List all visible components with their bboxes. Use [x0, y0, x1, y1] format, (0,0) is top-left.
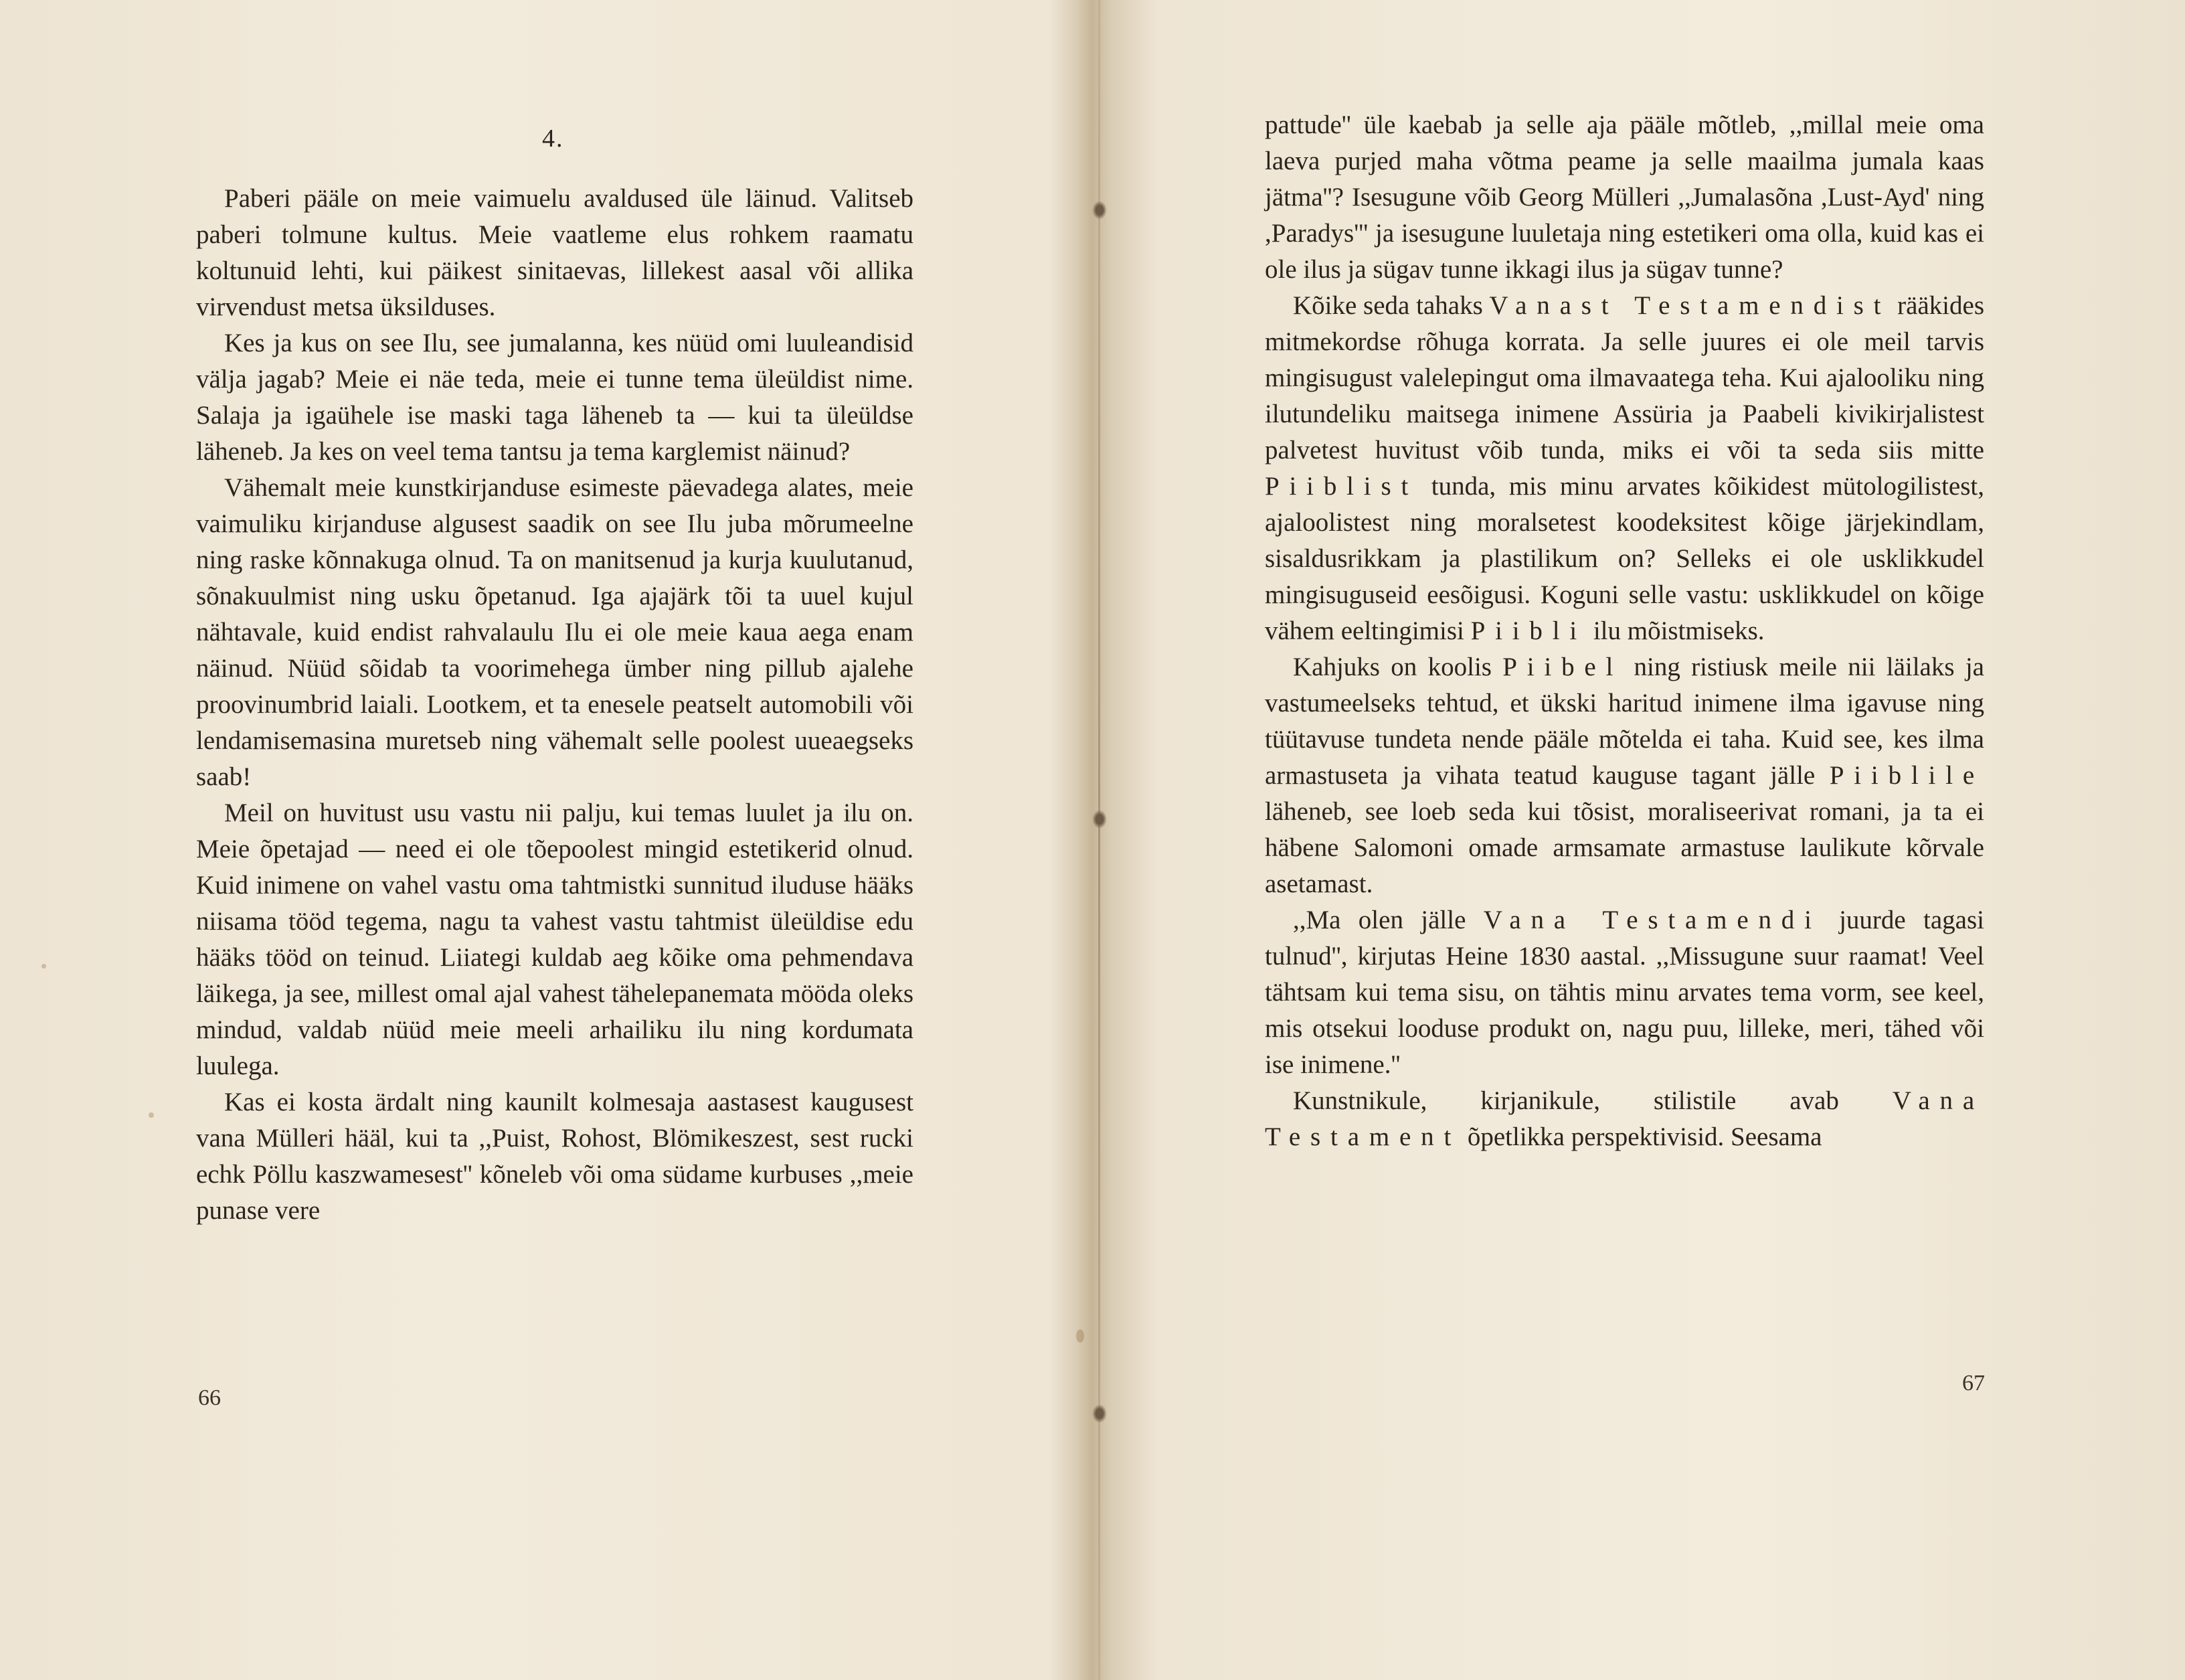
- spaced-emphasis: Piiblist: [1265, 472, 1419, 501]
- text-run: õpetlikka perspektivisid. Seesama: [1461, 1122, 1822, 1151]
- paragraph: pattude'' üle kaebab ja selle aja pääle mõtleb, ,,millal meie oma laeva purjed maha võtma peame ja selle maailma jumala kaas jätma''? Isesugune võib Georg Mülleri ,,Jumalasõna ,Lust-Ayd' ning ,Paradys''' ja isesugune luuletaja ning estetikeri oma olla, kuid kas ei ole ilus ja sügav tunne ikkagi ilus ja sügav tunne?: [1265, 110, 1984, 284]
- paragraph: [1265, 649, 1984, 902]
- spaced-emphasis: Vanast Testamendist: [1489, 291, 1891, 320]
- paragraph: [1265, 902, 1984, 1083]
- spaced-emphasis: Vana Testament: [1265, 1086, 1984, 1151]
- paragraph: Meil on huvitust usu vastu nii palju, kui temas luulet ja ilu on. Meie õpetajad — need ei ole tõepoolest mingid estetikerid olnud. Kuid inimene on vahel vastu oma tahtmistki sunnitud iluduse hääks niisama tööd tegema, nagu ta vahest vastu tahtmist üleüldise edu hääks tööd on teinud. Liiategi kuldab aeg kõike oma pehmendava läikega, ja see, millest omal ajal vahest tähelepanemata mööda oleks mindud, valdab nüüd meie meeli arhailiku ilu ning kordumata luulega.: [196, 799, 913, 1080]
- paragraph: Vähemalt meie kunstkirjanduse esimeste päevadega alates, meie vaimuliku kirjanduse algusest saadik on see Ilu juba mõrumeelne ning raske kõnnakuga olnud. Ta on manitsenud ja kurja kuulutanud, sõnakuulmist ning usku õpetanud. Iga ajajärk tõi ta uuel kujul nähtavale, kuid endist rahvalaulu Ilu ei ole meie kaua aega enam näinud. Nüüd sõidab ta voorimehega ümber ning pillub ajalehe proovinumbrid laiali. Lootkem, et ta enesele peatselt automobili või lendamisemasina muretseb ning vähemalt selle poolest uueaegseks saab!: [196, 473, 913, 791]
- spaced-emphasis: Piibel: [1502, 653, 1624, 681]
- text-run: Kunstnikule, kirjanikule, stilistile avab: [1293, 1086, 1893, 1115]
- spaced-emphasis: Piiblile: [1829, 761, 1984, 790]
- text-run: juurde tagasi tulnud'', kirjutas Heine 1830 aastal. ,,Missugune suur raamat! Veel tähtsam kui tema sisu, on tähtis minu arvates tema vorm, see keel, mis otsekui looduse produkt on, nagu puu, lilleke, meri, tähed või ise inimene.'': [1265, 906, 1984, 1079]
- text-run: läheneb, see loeb seda kui tõsist, moraliseerivat romani, ja ta ei häbene Salomoni omade armsamate armastuse laulikute kõrvale asetamast.: [1265, 797, 1984, 898]
- text-run: tunda, mis minu arvates kõikidest mütologilistest, ajaloolistest ning moralsetest koodeksitest kõige järjekindlam, sisaldusrikkam ja plastilikum on? Selleks ei ole usklikkudel mingisuguseid eesõigusi. Koguni selle vastu: usklikkudel on kõige vähem eeltingimisi: [1265, 472, 1984, 645]
- text-run: ilu mõistmiseks.: [1587, 616, 1765, 645]
- text-run: ning ristiusk meile nii läilaks ja vastumeelseks tehtud, et ükski haritud inimene ilma igavuse ning tüütavuse tundeta nende pääle mõtelda ei taha. Kuid see, kes ilma armastuseta ja vihata teatud kauguse tagant jälle: [1265, 653, 1984, 790]
- paragraph: Kes ja kus on see Ilu, see jumalanna, kes nüüd omi luuleandisid välja jagab? Meie ei näe teda, meie ei tunne tema üleüldist nime. Salaja ja igaühele ise maski taga läheneb ta — kui ta üleüldse läheneb. Ja kes on veel tema tantsu ja tema karglemist näinud?: [196, 329, 913, 466]
- text-run: Kõike seda tahaks: [1293, 291, 1490, 320]
- page-number: 67: [1962, 1371, 1985, 1396]
- section-number: 4.: [542, 124, 564, 153]
- paragraph: [1265, 1083, 1984, 1155]
- paragraph: [1265, 288, 1984, 649]
- paragraph: Paberi pääle on meie vaimuelu avaldused üle läinud. Valitseb paberi tolmune kultus. Meie vaatleme elus rohkem raamatu koltunuid lehti, kui päikest sinitaevas, lillekest aasal või allika virvendust metsa üksilduses.: [196, 184, 913, 321]
- paragraph: Kas ei kosta ärdalt ning kaunilt kolmesaja aastasest kaugusest vana Mülleri hääl, kui ta ,,Puist, Rohost, Blömikeszest, sest rucki echk Pöllu kaszwamesest'' kõneleb või oma südame kurbuses ,,meie punase vere: [196, 1088, 913, 1225]
- text-run: rääkides mitmekordse rõhuga korrata. Ja selle juures ei ole meil tarvis mingisugust valelepingut oma ilmavaatega teha. Kui ajalooliku ning ilutundeliku maitsega inimene Assüria ja Paabeli kivikirjalistest palvetest huvitust võib tunda, miks ei või ta seda siis mitte: [1265, 291, 1985, 465]
- spaced-emphasis: Piibli: [1470, 616, 1587, 645]
- page-number: 66: [198, 1385, 221, 1410]
- text-run: Kahjuks on koolis: [1293, 653, 1503, 681]
- left-page-text: [196, 181, 913, 1229]
- right-page-text: [1265, 107, 1984, 1155]
- left-page: [0, 0, 1087, 1680]
- spaced-emphasis: Vana Testamendi: [1483, 906, 1822, 934]
- text-run: ,,Ma olen jälle: [1293, 906, 1484, 934]
